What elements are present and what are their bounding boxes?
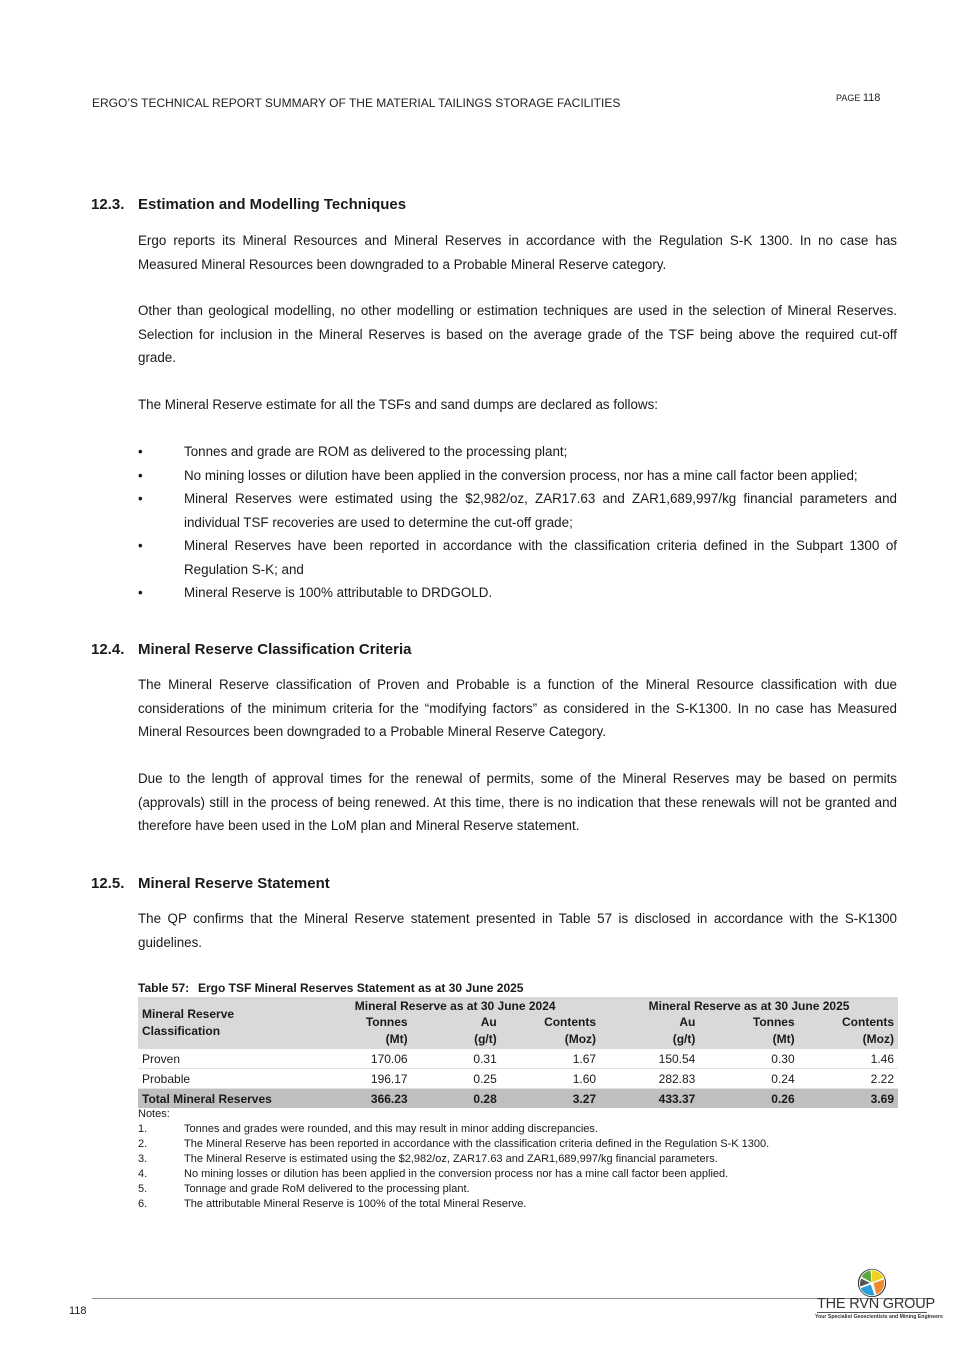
group-header-2025: Mineral Reserve as at 30 June 2025 <box>648 998 850 1013</box>
footer-divider <box>92 1298 930 1299</box>
column-header: Tonnes (Mt) <box>365 1015 408 1046</box>
column-header: Contents (Moz) <box>544 1015 597 1046</box>
note-item: 5. Tonnage and grade RoM delivered to the processing plant. <box>138 1183 470 1195</box>
paragraph: The Mineral Reserve classification of Proven and Probable is a function of the Mineral Resource classification with due considerations of the minimum criteria for the “modifying factors” as considered in the S-K1300. In no case has Measured Mineral Resources been downgraded to a Probable Mineral Reserve Category. <box>138 677 897 739</box>
note-item: 3. The Mineral Reserve is estimated using the $2,982/oz, ZAR17.63 and ZAR1,689,997/kg financial parameters. <box>138 1153 718 1165</box>
page-prefix: PAGE <box>836 93 861 103</box>
header-page-number: 118 <box>862 92 881 104</box>
paragraph: The QP confirms that the Mineral Reserve statement presented in Table 57 is disclosed in accordance with the S-K1300 guidelines. <box>138 911 897 950</box>
bullet-icon: • <box>138 467 143 483</box>
table-row-proven: Proven 170.06 0.31 1.67 150.54 0.30 1.46 <box>138 1049 898 1069</box>
column-header: Au (g/t) <box>474 1015 497 1046</box>
running-header: ERGO’S TECHNICAL REPORT SUMMARY OF THE MATERIAL TAILINGS STORAGE FACILITIES <box>92 96 621 110</box>
paragraph: Ergo reports its Mineral Resources and Mineral Reserves in accordance with the Regulation S-K 1300. In no case has Measured Mineral Resources been downgraded to a Probable Mineral Reserve category. <box>138 233 897 272</box>
logo-name: THE RVN GROUP <box>817 1296 935 1312</box>
table-notes <box>138 1107 769 1212</box>
mineral-reserve-table <box>138 997 898 1108</box>
rvn-group-logo <box>815 1268 943 1326</box>
column-header: Tonnes (Mt) <box>752 1015 795 1046</box>
list-item: • Mineral Reserves were estimated using the $2,982/oz, ZAR17.63 and ZAR1,689,997/kg financial parameters and individual TSF recoveries are used to determine the cut-off grade; <box>138 487 897 534</box>
list-item: • No mining losses or dilution have been applied in the conversion process, nor has a mine call factor been applied; <box>138 464 897 488</box>
column-header: Contents (Moz) <box>842 1015 894 1046</box>
note-item: 1. Tonnes and grades were rounded, and this may result in minor adding discrepancies. <box>138 1123 598 1135</box>
list-item: • Tonnes and grade are ROM as delivered to the processing plant; <box>138 440 897 464</box>
bullet-icon: • <box>138 585 143 600</box>
bullet-icon: • <box>138 538 143 553</box>
rvn-globe-icon <box>857 1268 887 1298</box>
note-item: 6. The attributable Mineral Reserve is 100% of the total Mineral Reserve. <box>138 1198 527 1210</box>
notes-title: Notes: <box>138 1108 170 1120</box>
note-item: 4. No mining losses or dilution has been applied in the conversion process nor has a mine call factor been applied. <box>138 1168 729 1180</box>
list-item: • Mineral Reserve is 100% attributable to DRDGOLD. <box>138 581 897 605</box>
list-item: • Mineral Reserves have been reported in accordance with the classification criteria defined in the Subpart 1300 of Regulation S-K; and <box>138 534 897 581</box>
table-row-probable: Probable 196.17 0.25 1.60 282.83 0.24 2.22 <box>138 1069 898 1089</box>
bullet-list <box>138 440 897 605</box>
section-heading-12-5: 12.5. Mineral Reserve Statement <box>91 875 330 892</box>
section-heading-12-4: 12.4. Mineral Reserve Classification Criteria <box>91 641 412 658</box>
logo-tagline: Your Specialist Geoscientists and Mining Engineers <box>815 1314 943 1320</box>
column-header: Au (g/t) <box>672 1015 696 1046</box>
logo-underline <box>817 1312 927 1313</box>
note-item: 2. The Mineral Reserve has been reported in accordance with the classification criteria defined in the Regulation S-K 1300. <box>138 1138 770 1150</box>
table-row-total: Total Mineral Reserves 366.23 0.28 3.27 433.37 0.26 3.69 <box>138 1089 898 1109</box>
table-caption: Table 57: Ergo TSF Mineral Reserves Statement as at 30 June 2025 <box>138 981 524 995</box>
section-heading-12-3: 12.3. Estimation and Modelling Techniques <box>91 196 407 213</box>
group-header-2024: Mineral Reserve as at 30 June 2024 <box>354 998 556 1013</box>
paragraph: The Mineral Reserve estimate for all the TSFs and sand dumps are declared as follows: <box>138 397 658 412</box>
footer-page-number: 118 <box>69 1305 87 1317</box>
classification-header: Mineral Reserve Classification <box>142 1007 235 1038</box>
paragraph: Due to the length of approval times for the renewal of permits, some of the Mineral Reserves may be based on permits (approvals) still in the process of being renewed. At this time, there is no indication that these renewals will not be granted and therefore have been used in the LoM plan and Mineral Reserve statement. <box>138 771 897 833</box>
header-page-tag <box>836 92 880 104</box>
paragraph: Other than geological modelling, no other modelling or estimation techniques are used in the selection of Mineral Reserves. Selection for inclusion in the Mineral Reserves is based on the average grade of the TSF being above the required cut-off grade. <box>138 303 897 365</box>
bullet-icon: • <box>138 491 143 506</box>
bullet-icon: • <box>138 444 143 459</box>
